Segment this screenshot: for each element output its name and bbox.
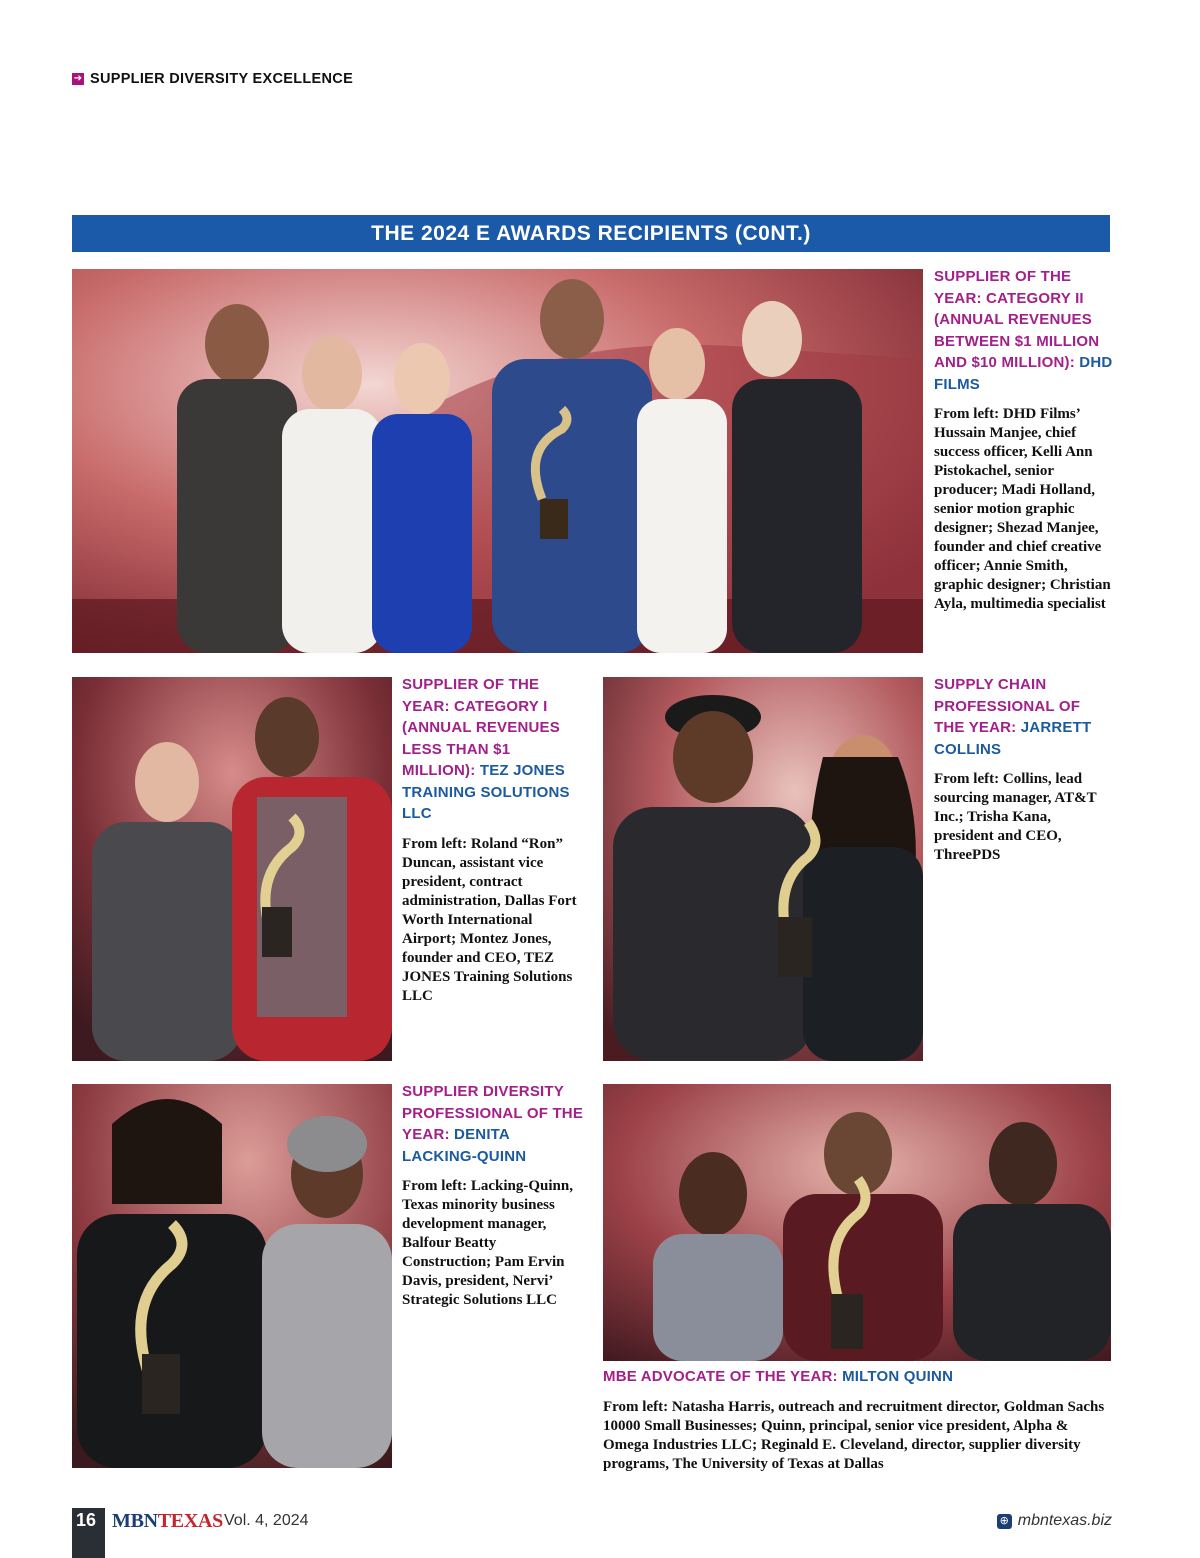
photo-jarrett-collins	[603, 677, 923, 1061]
website-link[interactable]	[997, 1512, 1112, 1530]
award-recipient: DENITA LACKING-QUINN	[402, 1126, 527, 1165]
award-heading	[934, 266, 1114, 395]
award-caption: From left: Collins, lead sourcing manager, AT&T Inc.; Trisha Kana, president and CEO, ThreePDS	[934, 771, 1097, 863]
award-heading	[603, 1366, 1113, 1388]
caption-dhd-films	[934, 266, 1114, 614]
award-category: SUPPLIER OF THE YEAR: CATEGORY I (ANNUAL REVENUES LESS THAN $1 MILLION):	[402, 676, 560, 779]
section-label: SUPPLIER DIVERSITY EXCELLENCE	[90, 71, 354, 87]
award-recipient: TEZ JONES TRAINING SOLUTIONS LLC	[402, 762, 570, 822]
award-recipient: MILTON QUINN	[842, 1368, 954, 1385]
award-caption: From left: Natasha Harris, outreach and recruitment director, Goldman Sachs 10000 Small Businesses; Quinn, principal, senior vice president, Alpha & Omega Industries LLC; Reginald E. Cleveland, director, supplier diversity programs, The University of Texas at Dallas	[603, 1398, 1105, 1472]
photo-milton-quinn	[603, 1084, 1111, 1361]
section-tag	[72, 70, 353, 88]
award-category: MBE ADVOCATE OF THE YEAR:	[603, 1368, 838, 1385]
award-category: SUPPLY CHAIN PROFESSIONAL OF THE YEAR:	[934, 676, 1081, 736]
volume-label: Vol. 4, 2024	[224, 1512, 309, 1529]
brand-logo	[112, 1510, 223, 1533]
award-recipient: JARRETT COLLINS	[934, 719, 1092, 758]
award-caption: From left: Lacking-Quinn, Texas minority business development manager, Balfour Beatty Construction; Pam Ervin Davis, president, Nervi’ Strategic Solutions LLC	[402, 1178, 573, 1308]
website-text[interactable]: mbntexas.biz	[1017, 1512, 1112, 1529]
banner-title: THE 2024 E AWARDS RECIPIENTS (C0NT.)	[72, 215, 1110, 252]
award-heading	[402, 674, 587, 825]
caption-denita-lacking-quinn	[402, 1081, 587, 1310]
caption-milton-quinn	[603, 1366, 1113, 1474]
photo-dhd-films	[72, 269, 923, 653]
photo-denita-lacking-quinn	[72, 1084, 392, 1468]
caption-tez-jones	[402, 674, 587, 1006]
arrow-right-icon: ➔	[73, 73, 83, 84]
page-number: 16	[76, 1510, 97, 1530]
award-recipient: DHD FILMS	[934, 354, 1113, 393]
award-heading	[934, 674, 1114, 760]
award-category: SUPPLIER DIVERSITY PROFESSIONAL OF THE YEAR:	[402, 1083, 584, 1143]
brand-mbn: MBN	[112, 1510, 158, 1532]
caption-jarrett-collins	[934, 674, 1114, 865]
photo-tez-jones	[72, 677, 392, 1061]
brand-texas: TEXAS	[157, 1510, 223, 1532]
award-caption: From left: DHD Films’ Hussain Manjee, chief success officer, Kelli Ann Pistokachel, senior producer; Madi Holland, senior motion graphic designer; Shezad Manjee, founder and chief creative officer; Annie Smith, graphic designer; Christian Ayla, multimedia specialist	[934, 406, 1111, 612]
award-category: SUPPLIER OF THE YEAR: CATEGORY II (ANNUAL REVENUES BETWEEN $1 MILLION AND $10 MILLION):	[934, 268, 1100, 371]
globe-icon: ⊕	[997, 1514, 1012, 1529]
award-caption: From left: Roland “Ron” Duncan, assistant vice president, contract administration, Dallas Fort Worth International Airport; Montez Jones, founder and CEO, TEZ JONES Training Solutions LLC	[402, 835, 577, 1004]
award-heading	[402, 1081, 587, 1167]
